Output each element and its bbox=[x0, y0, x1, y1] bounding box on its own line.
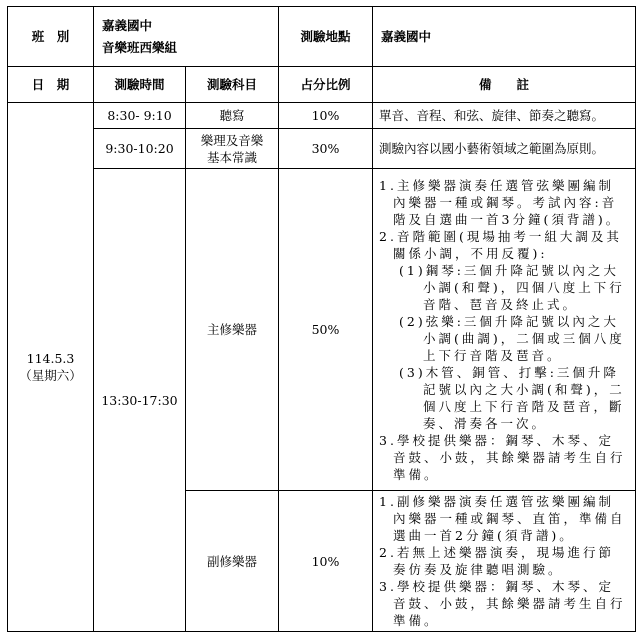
subject-cell bbox=[186, 129, 279, 169]
major-notes-list bbox=[379, 177, 629, 483]
table-row bbox=[8, 103, 636, 129]
list-item: 1.主修樂器演奏任選管弦樂團編制內樂器一種或鋼琴。考試內容:音階及自選曲一首3分鐘(須背譜)。 bbox=[379, 177, 622, 227]
ratio-cell: 30% bbox=[279, 129, 373, 169]
exam-weekday: （星期六） bbox=[19, 368, 82, 383]
time-cell: 8:30- 9:10 bbox=[94, 103, 186, 129]
major-ratio-cell: 50% bbox=[279, 169, 373, 491]
date-cell bbox=[8, 103, 94, 632]
ratio-cell: 10% bbox=[279, 103, 373, 129]
column-ratio: 占分比例 bbox=[279, 67, 373, 103]
list-item: (1)鋼琴:三個升降記號以內之大小調(和聲)，四個八度上下行音階、琶音及終止式。 bbox=[399, 262, 625, 312]
table-row bbox=[8, 169, 636, 491]
exam-date: 114.5.3 bbox=[26, 351, 75, 366]
minor-remark-cell bbox=[373, 491, 636, 632]
column-time: 測驗時間 bbox=[94, 67, 186, 103]
remark-cell: 測驗內容以國小藝術領域之範圍為原則。 bbox=[373, 129, 636, 169]
subject-cell: 聽寫 bbox=[186, 103, 279, 129]
exam-schedule-table bbox=[7, 6, 636, 632]
header-row bbox=[8, 7, 636, 67]
scale-range-list bbox=[393, 262, 629, 432]
school-cell bbox=[94, 7, 279, 67]
list-item: 3.學校提供樂器：鋼琴、木琴、定音鼓、小鼓，其餘樂器請考生自行準備。 bbox=[379, 432, 626, 482]
list-item: 2.若無上述樂器演奏，現場進行節奏仿奏及旋律聽唱測驗。 bbox=[379, 545, 614, 577]
list-item: 3.學校提供樂器：鋼琴、木琴、定音鼓、小鼓，其餘樂器請考生自行準備。 bbox=[379, 579, 626, 628]
table-row bbox=[8, 129, 636, 169]
list-item: 1.副修樂器演奏任選管弦樂團編制內樂器一種或鋼琴、直笛，準備自選曲一首2分鐘(須背譜)。 bbox=[379, 494, 626, 543]
afternoon-time-cell: 13:30-17:30 bbox=[94, 169, 186, 632]
location-value: 嘉義國中 bbox=[373, 7, 636, 67]
note-text: 2.音階範圍(現場抽考一組大調及其關係小調，不用反覆): bbox=[379, 228, 622, 261]
location-label: 測驗地點 bbox=[279, 7, 373, 67]
column-subject: 測驗科目 bbox=[186, 67, 279, 103]
minor-notes-list bbox=[379, 493, 629, 629]
column-remarks: 備 註 bbox=[373, 67, 636, 103]
class-label: 班 別 bbox=[8, 7, 94, 67]
subject-line: 基本常識 bbox=[207, 149, 258, 165]
list-item: (3)木管、銅管、打擊:三個升降記號以內之大小調(和聲)，二個八度上下行音階及琶音，斷奏、滑奏各一次。 bbox=[399, 364, 625, 431]
school-name: 嘉義國中 bbox=[102, 17, 153, 33]
minor-ratio-cell: 10% bbox=[279, 491, 373, 632]
subject-line: 樂理及音樂 bbox=[200, 132, 264, 148]
list-item bbox=[379, 228, 629, 432]
column-date: 日 期 bbox=[8, 67, 94, 103]
list-item: (2)弦樂:三個升降記號以內之大小調(曲調)，二個或三個八度上下行音階及琶音。 bbox=[399, 313, 625, 363]
major-remark-cell bbox=[373, 169, 636, 491]
remark-cell: 單音、音程、和弦、旋律、節奏之聽寫。 bbox=[373, 103, 636, 129]
time-cell: 9:30-10:20 bbox=[94, 129, 186, 169]
minor-subject-cell: 副修樂器 bbox=[186, 491, 279, 632]
column-header-row bbox=[8, 67, 636, 103]
program-name: 音樂班西樂組 bbox=[102, 39, 178, 55]
major-subject-cell: 主修樂器 bbox=[186, 169, 279, 491]
